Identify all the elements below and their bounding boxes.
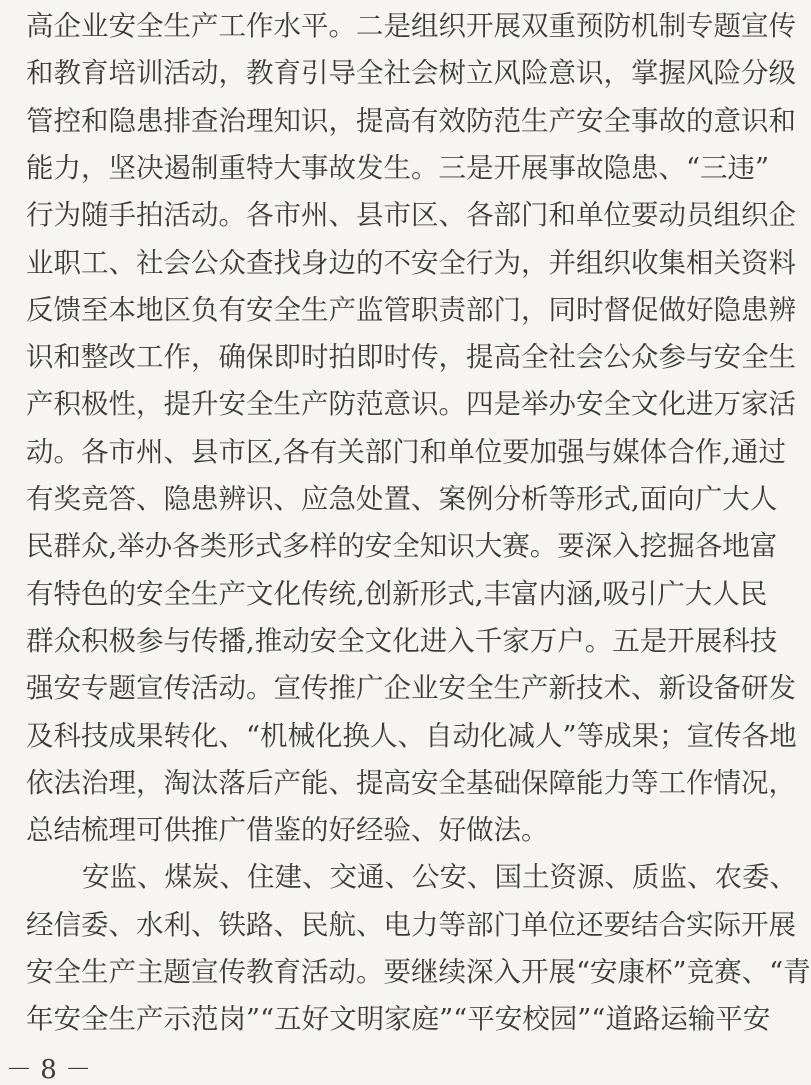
text-line: 有特色的安全生产文化传统,创新形式,丰富内涵,吸引广大人民 [26,577,768,610]
text-line: 民群众,举办各类形式多样的安全知识大赛。要深入挖掘各地富 [26,530,778,563]
text-line: 和教育培训活动，教育引导全社会树立风险意识，掌握风险分级 [26,57,796,90]
text-line: 有奖竞答、隐患辨识、应急处置、案例分析等形式,面向广大人 [26,483,778,515]
paragraph-first-line: 安监、煤炭、住建、交通、公安、国土资源、质监、农委、 [82,861,797,894]
text-line: 强安专题宣传活动。宣传推广企业安全生产新技术、新设备研发 [26,672,796,705]
text-line: 管控和隐患排查治理知识，提高有效防范生产安全事故的意识和 [26,104,796,137]
text-line: 经信委、水利、铁路、民航、电力等部门单位还要结合实际开展 [26,908,796,941]
text-line: 总结梳理可供推广借鉴的好经验、好做法。 [26,814,549,847]
text-line: 群众积极参与传播,推动安全文化进入千家万户。五是开展科技 [26,624,778,657]
text-line: 及科技成果转化、“机械化换人、自动化减人”等成果；宣传各地 [26,719,797,752]
text-line: 业职工、社会公众查找身边的不安全行为，并组织收集相关资料 [26,246,796,279]
text-line: 识和整改工作，确保即时拍即时传，提高全社会公众参与安全生 [26,341,796,374]
text-line: 反馈至本地区负有安全生产监管职责部门，同时督促做好隐患辨 [26,293,796,326]
text-line: 高企业安全生产工作水平。二是组织开展双重预防机制专题宣传 [26,10,796,42]
page-number: － 8 － [6,1055,92,1085]
text-line: 动。各市州、县市区,各有关部门和单位要加强与媒体合作,通过 [26,435,786,468]
text-line: 依法治理，淘汰落后产能、提高安全基础保障能力等工作情况， [26,766,796,799]
text-line-final: 年安全生产示范岗”“五好文明家庭”“平安校园”“道路运输平安 [26,1003,771,1036]
text-line: 产积极性，提升安全生产防范意识。四是举办安全文化进万家活 [26,388,796,421]
text-line: 安全生产主题宣传教育活动。要继续深入开展“安康杯”竞赛、“青 [26,956,811,988]
text-line: 行为随手拍活动。各市州、县市区、各部门和单位要动员组织企 [26,199,796,232]
text-line: 能力，坚决遏制重特大事故发生。三是开展事故隐患、“三违” [26,151,770,184]
